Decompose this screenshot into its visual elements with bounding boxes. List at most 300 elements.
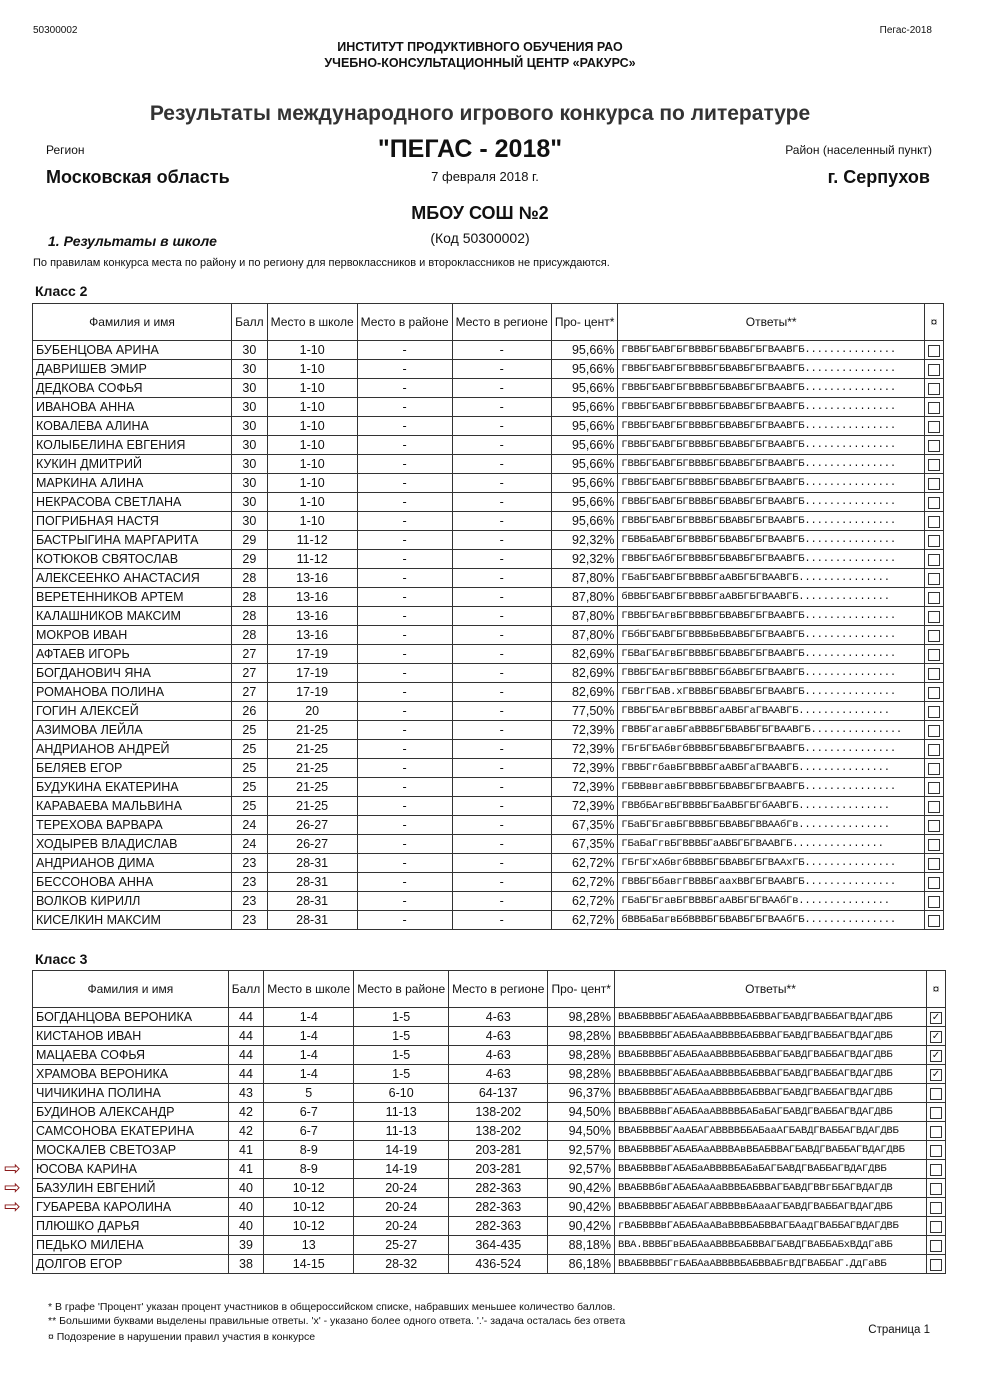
score: 27 [232, 664, 268, 683]
flag-cell [924, 607, 943, 626]
checkbox-empty-icon [928, 497, 940, 509]
region-place: - [452, 341, 551, 360]
flag-cell [924, 474, 943, 493]
checkbox-empty-icon [928, 649, 940, 661]
flag-cell [924, 721, 943, 740]
percent: 98,28% [548, 1008, 615, 1027]
table-row [33, 911, 944, 930]
student-name: БУБЕНЦОВА АРИНА [33, 341, 232, 360]
checkbox-empty-icon [928, 858, 940, 870]
table-row [33, 721, 944, 740]
flag-cell [924, 797, 943, 816]
student-name: БЕССОНОВА АННА [33, 873, 232, 892]
district-place: - [357, 588, 452, 607]
answers: ВВАБВВВБГАБАБАаАВВВВБАБВВАГБАВДГВАББАГВДАГДВБ [614, 1084, 926, 1103]
school-place: 1-10 [267, 417, 357, 436]
region-place: - [452, 626, 551, 645]
table-row [33, 626, 944, 645]
region-place: - [452, 873, 551, 892]
district-place: - [357, 360, 452, 379]
table-row [33, 702, 944, 721]
answers: ГВВБГБАВГБГВВВБГБВАВБГБГВААВГБ............... [618, 436, 925, 455]
score: 23 [232, 854, 268, 873]
checkbox-empty-icon [928, 611, 940, 623]
flag-cell [924, 892, 943, 911]
table-row [33, 759, 944, 778]
checkbox-empty-icon [928, 592, 940, 604]
district-place: - [357, 721, 452, 740]
table-row [33, 1255, 946, 1274]
table-row [33, 740, 944, 759]
student-name: ГОГИН АЛЕКСЕЙ [33, 702, 232, 721]
student-name: БУДУКИНА ЕКАТЕРИНА [33, 778, 232, 797]
percent: 82,69% [551, 664, 618, 683]
contest-name: "ПЕГАС - 2018" [377, 135, 563, 163]
school-place: 1-10 [267, 512, 357, 531]
score: 38 [228, 1255, 264, 1274]
region-place: - [452, 360, 551, 379]
score: 30 [232, 398, 268, 417]
answers: ГВВБГгбавБГВВВБГаАВБГаГВААВГБ............... [618, 759, 925, 778]
district-label: Район (населенный пункт) [785, 143, 932, 157]
student-name: ЮСОВА КАРИНА [33, 1160, 229, 1179]
checkbox-empty-icon [930, 1183, 942, 1195]
region-place: - [452, 550, 551, 569]
school-place: 28-31 [267, 873, 357, 892]
region-place: - [452, 778, 551, 797]
school-place: 6-7 [264, 1103, 354, 1122]
region-place: - [452, 816, 551, 835]
col-region-place: Место в регионе [452, 304, 551, 341]
district-place: - [357, 626, 452, 645]
table-row [33, 797, 944, 816]
school-place: 1-10 [267, 436, 357, 455]
arrow-right-icon: ⇨ [4, 1157, 21, 1180]
region-place: 282-363 [449, 1179, 548, 1198]
percent: 90,42% [548, 1198, 615, 1217]
answers: ВВАБВВВБГАаАБАГАВВВВББАБааАГБАВДГВАББАГВДАГДВБ [614, 1122, 926, 1141]
region-label: Регион [46, 143, 85, 157]
flag-cell [926, 1065, 945, 1084]
col-answers: Ответы** [614, 971, 926, 1008]
district-place: 20-24 [354, 1198, 449, 1217]
checkbox-empty-icon [928, 440, 940, 452]
flag-cell [924, 436, 943, 455]
flag-cell [926, 1122, 945, 1141]
district-place: - [357, 550, 452, 569]
school-place: 1-10 [267, 493, 357, 512]
class3-table [32, 970, 946, 1274]
district-place: 20-24 [354, 1179, 449, 1198]
score: 25 [232, 778, 268, 797]
table-row [33, 379, 944, 398]
region-place: - [452, 797, 551, 816]
score: 25 [232, 721, 268, 740]
answers: ГВВБГБАгвБГВВВБГаАВБГаГВААВГБ............... [618, 702, 925, 721]
school-place: 21-25 [267, 740, 357, 759]
district-place: - [357, 379, 452, 398]
student-name: ЧИЧИКИНА ПОЛИНА [33, 1084, 229, 1103]
class3-header-row [33, 971, 946, 1008]
region-value: Московская область [46, 167, 230, 187]
institute-line1: ИНСТИТУТ ПРОДУКТИВНОГО ОБУЧЕНИЯ РАО [337, 40, 623, 54]
table-row [33, 778, 944, 797]
student-name: ПЛЮШКО ДАРЬЯ [33, 1217, 229, 1236]
school-place: 26-27 [267, 835, 357, 854]
score: 25 [232, 797, 268, 816]
flag-cell [926, 1046, 945, 1065]
district-place: 1-5 [354, 1027, 449, 1046]
table-row [33, 588, 944, 607]
answers: ГБгБГхАбвгбВВВБГБВАВБГБГВААхГБ............... [618, 854, 925, 873]
answers: ВВАБВВВБГАБАБАГАВВВВвБАааАГБАВДГВАББАГВДАГДВБ [614, 1198, 926, 1217]
flag-cell [924, 835, 943, 854]
district-place: - [357, 341, 452, 360]
table-row [33, 816, 944, 835]
percent: 98,28% [548, 1027, 615, 1046]
table-row [33, 398, 944, 417]
region-place: - [452, 455, 551, 474]
district-place: - [357, 455, 452, 474]
table-row [33, 1046, 946, 1065]
flag-cell [924, 759, 943, 778]
district-place: - [357, 702, 452, 721]
answers: ГВВБГБбавгГВВВБГаахВВГБГВААВГБ............... [618, 873, 925, 892]
footnote-percent: * В графе 'Процент' указан процент участников в общероссийском списке, набравших меньшее количество баллов. [48, 1301, 616, 1313]
table-row [33, 683, 944, 702]
answers: ГБаБаГгвБГВВВБГаАВБГБГВААВГБ............... [618, 835, 925, 854]
school-place: 26-27 [267, 816, 357, 835]
percent: 72,39% [551, 759, 618, 778]
checkbox-empty-icon [928, 402, 940, 414]
district-place: - [357, 759, 452, 778]
col-school-place: Место в школе [267, 304, 357, 341]
checkbox-empty-icon [928, 516, 940, 528]
region-place: - [452, 531, 551, 550]
table-row [33, 1065, 946, 1084]
institute-line2: УЧЕБНО-КОНСУЛЬТАЦИОННЫЙ ЦЕНТР «РАКУРС» [324, 56, 636, 70]
col-region-place: Место в регионе [449, 971, 548, 1008]
flag-cell [924, 512, 943, 531]
school-place: 21-25 [267, 778, 357, 797]
table-row [33, 531, 944, 550]
col-score: Балл [232, 304, 268, 341]
school-place: 28-31 [267, 854, 357, 873]
district-place: 6-10 [354, 1084, 449, 1103]
col-percent: Про- цент* [548, 971, 615, 1008]
flag-cell [926, 1008, 945, 1027]
checkbox-empty-icon [928, 877, 940, 889]
class2-table [32, 303, 944, 930]
table-row [33, 1179, 946, 1198]
percent: 87,80% [551, 569, 618, 588]
flag-cell [924, 645, 943, 664]
checkbox-empty-icon [928, 839, 940, 851]
percent: 62,72% [551, 873, 618, 892]
school-place: 17-19 [267, 664, 357, 683]
table-row [33, 1141, 946, 1160]
district-place: - [357, 683, 452, 702]
school-place: 13-16 [267, 588, 357, 607]
percent: 95,66% [551, 417, 618, 436]
flag-cell [926, 1236, 945, 1255]
school-place: 1-10 [267, 379, 357, 398]
region-place: - [452, 721, 551, 740]
school-place: 1-10 [267, 455, 357, 474]
student-name: ХОДЫРЕВ ВЛАДИСЛАВ [33, 835, 232, 854]
school-place: 1-4 [264, 1046, 354, 1065]
region-place: - [452, 702, 551, 721]
table-row [33, 1198, 946, 1217]
flag-cell [926, 1103, 945, 1122]
district-place: - [357, 493, 452, 512]
checkmark-icon: ✓ [931, 1011, 941, 1023]
student-name: МАРКИНА АЛИНА [33, 474, 232, 493]
score: 24 [232, 835, 268, 854]
code-right: Пегас-2018 [879, 25, 932, 36]
student-name: БОГДАНОВИЧ ЯНА [33, 664, 232, 683]
score: 28 [232, 569, 268, 588]
percent: 95,66% [551, 474, 618, 493]
percent: 67,35% [551, 816, 618, 835]
school-place: 11-12 [267, 550, 357, 569]
percent: 62,72% [551, 911, 618, 930]
district-place: - [357, 740, 452, 759]
district-place: - [357, 873, 452, 892]
district-place: - [357, 436, 452, 455]
region-place: - [452, 588, 551, 607]
school-place: 17-19 [267, 683, 357, 702]
district-place: - [357, 797, 452, 816]
region-place: 364-435 [449, 1236, 548, 1255]
flag-cell [924, 854, 943, 873]
score: 23 [232, 911, 268, 930]
table-row [33, 645, 944, 664]
student-name: БУДИНОВ АЛЕКСАНДР [33, 1103, 229, 1122]
score: 40 [228, 1198, 264, 1217]
table-row [33, 360, 944, 379]
score: 27 [232, 645, 268, 664]
flag-cell [924, 740, 943, 759]
answers: ГВВБГБАбГБГВВВБГБВАВБГБГВААВГБ............... [618, 550, 925, 569]
percent: 90,42% [548, 1217, 615, 1236]
table-row [33, 512, 944, 531]
checkbox-empty-icon [928, 383, 940, 395]
school-place: 1-4 [264, 1008, 354, 1027]
score: 28 [232, 626, 268, 645]
table-row [33, 436, 944, 455]
checkbox-empty-icon [930, 1259, 942, 1271]
col-school-place: Место в школе [264, 971, 354, 1008]
student-name: КИСТАНОВ ИВАН [33, 1027, 229, 1046]
score: 25 [232, 759, 268, 778]
col-score: Балл [228, 971, 264, 1008]
percent: 90,42% [548, 1179, 615, 1198]
arrow-right-icon: ⇨ [4, 1176, 21, 1199]
student-name: КУКИН ДМИТРИЙ [33, 455, 232, 474]
score: 28 [232, 588, 268, 607]
student-name: БЕЛЯЕВ ЕГОР [33, 759, 232, 778]
percent: 95,66% [551, 436, 618, 455]
student-name: БАСТРЫГИНА МАРГАРИТА [33, 531, 232, 550]
checkbox-empty-icon [928, 763, 940, 775]
answers: ВВАБВВВвГАБАБаАВВВВБАБаБАГБАВДГВАББАГВДАГДВБ [614, 1160, 926, 1179]
checkbox-empty-icon [928, 801, 940, 813]
col-flag: ¤ [926, 971, 945, 1008]
region-place: 64-137 [449, 1084, 548, 1103]
score: 29 [232, 550, 268, 569]
page-number: Страница 1 [868, 1324, 930, 1336]
flag-cell [924, 911, 943, 930]
score: 25 [232, 740, 268, 759]
answers: ГВВБГБАВГБГВВВБГБВАВБГБГВААВГБ............... [618, 398, 925, 417]
score: 30 [232, 436, 268, 455]
region-place: - [452, 892, 551, 911]
answers: ГБаБГБгавБГВВВБГаАВБГБГВААбГв............... [618, 892, 925, 911]
student-name: ГУБАРЕВА КАРОЛИНА [33, 1198, 229, 1217]
footnote-answers: ** Большими буквами выделены правильные ответы. 'х' - указано более одного ответа. '.'- задача осталась без ответа [48, 1315, 626, 1327]
student-name: АНДРИАНОВ АНДРЕЙ [33, 740, 232, 759]
percent: 88,18% [548, 1236, 615, 1255]
table-row [33, 873, 944, 892]
student-name: ТЕРЕХОВА ВАРВАРА [33, 816, 232, 835]
school-place: 10-12 [264, 1198, 354, 1217]
contest-date: 7 февраля 2018 г. [431, 169, 539, 184]
school-code: (Код 50300002) [430, 230, 530, 246]
region-place: 4-63 [449, 1008, 548, 1027]
answers: ГБВаГБАгвБГВВВБГБВАВБГБГВААВГБ............... [618, 645, 925, 664]
school-place: 28-31 [267, 892, 357, 911]
checkbox-empty-icon [930, 1107, 942, 1119]
percent: 62,72% [551, 892, 618, 911]
checkbox-empty-icon [928, 345, 940, 357]
checkbox-empty-icon [930, 1202, 942, 1214]
student-name: БАЗУЛИН ЕВГЕНИЙ [33, 1179, 229, 1198]
checkbox-empty-icon [928, 915, 940, 927]
table-row [33, 1217, 946, 1236]
school-place: 11-12 [267, 531, 357, 550]
percent: 95,66% [551, 455, 618, 474]
score: 44 [228, 1046, 264, 1065]
table-row [33, 835, 944, 854]
table-row [33, 569, 944, 588]
answers: ГВВБГБАВГБГВВВБГБВАВБГБГВААВГБ............... [618, 474, 925, 493]
percent: 95,66% [551, 493, 618, 512]
region-place: 138-202 [449, 1122, 548, 1141]
district-place: 1-5 [354, 1065, 449, 1084]
col-name: Фамилия и имя [33, 304, 232, 341]
school-place: 5 [264, 1084, 354, 1103]
school-place: 28-31 [267, 911, 357, 930]
score: 40 [228, 1179, 264, 1198]
checkbox-empty-icon [928, 725, 940, 737]
score: 41 [228, 1141, 264, 1160]
checkbox-empty-icon [930, 1164, 942, 1176]
flag-cell [924, 455, 943, 474]
flag-cell [926, 1198, 945, 1217]
checkbox-empty-icon [928, 896, 940, 908]
flag-cell [924, 569, 943, 588]
page-title: Результаты международного игрового конкурса по литературе [149, 102, 811, 125]
school-place: 1-10 [267, 398, 357, 417]
student-name: КИСЕЛКИН МАКСИМ [33, 911, 232, 930]
score: 23 [232, 873, 268, 892]
district-place: - [357, 778, 452, 797]
district-place: - [357, 569, 452, 588]
region-place: - [452, 379, 551, 398]
answers: ВВАБВВВБГАБАБАаАВВВВБАБВВАГБАВДГВАББАГВДАГДВБ [614, 1008, 926, 1027]
district-place: 20-24 [354, 1217, 449, 1236]
table-row [33, 417, 944, 436]
flag-cell [924, 341, 943, 360]
percent: 87,80% [551, 588, 618, 607]
percent: 72,39% [551, 797, 618, 816]
answers: ГВВБГБАВГБГВВВБГБВАВБГБГВААВГБ............... [618, 360, 925, 379]
flag-cell [924, 493, 943, 512]
answers: ВВАБВВВБГАБАБАаАВВВВБАБВВАГБАВДГВАББАГВДАГДВБ [614, 1065, 926, 1084]
percent: 98,28% [548, 1046, 615, 1065]
table-row [33, 854, 944, 873]
district-place: 14-19 [354, 1160, 449, 1179]
region-place: - [452, 417, 551, 436]
district-place: - [357, 664, 452, 683]
answers: ГВВБГБАВГБГВВВБГБВАВБГБГВААВГБ............... [618, 379, 925, 398]
answers: ВВАБВВВвГАБАБАаАВВВВБАБаБАГБАВДГВАББАГВДАГДВБ [614, 1103, 926, 1122]
district-place: 28-32 [354, 1255, 449, 1274]
student-name: МОСКАЛЕВ СВЕТОЗАР [33, 1141, 229, 1160]
table-row [33, 1008, 946, 1027]
table-row [33, 664, 944, 683]
score: 44 [228, 1008, 264, 1027]
flag-cell [924, 550, 943, 569]
student-name: РОМАНОВА ПОЛИНА [33, 683, 232, 702]
student-name: КАЛАШНИКОВ МАКСИМ [33, 607, 232, 626]
district-place: - [357, 645, 452, 664]
student-name: КОТЮКОВ СВЯТОСЛАВ [33, 550, 232, 569]
answers: ГБВБаБАВГБГВВВБГБВАВБГБГВААВГБ............... [618, 531, 925, 550]
student-name: МАЦАЕВА СОФЬЯ [33, 1046, 229, 1065]
flag-cell [924, 626, 943, 645]
flag-cell [924, 379, 943, 398]
checkbox-empty-icon [928, 820, 940, 832]
checkbox-empty-icon [928, 421, 940, 433]
answers: ВВАБВВВБГАБАБАаАВВВАвВБАБВВАГБАВДГВАББАГВДАГДВБ [614, 1141, 926, 1160]
school-place: 21-25 [267, 797, 357, 816]
score: 24 [232, 816, 268, 835]
district-place: - [357, 854, 452, 873]
district-place: 11-13 [354, 1122, 449, 1141]
col-flag: ¤ [924, 304, 943, 341]
table-row [33, 1103, 946, 1122]
percent: 92,57% [548, 1141, 615, 1160]
checkbox-empty-icon [928, 706, 940, 718]
checkbox-empty-icon [928, 782, 940, 794]
percent: 72,39% [551, 740, 618, 759]
region-place: 203-281 [449, 1141, 548, 1160]
flag-cell [924, 360, 943, 379]
answers: ГВВБГБАгвБГВВВБГБВАВБГБГВААВГБ............... [618, 607, 925, 626]
score: 30 [232, 455, 268, 474]
percent: 72,39% [551, 721, 618, 740]
percent: 95,66% [551, 341, 618, 360]
table-row [33, 341, 944, 360]
score: 42 [228, 1122, 264, 1141]
region-place: - [452, 854, 551, 873]
flag-cell [924, 664, 943, 683]
flag-cell [924, 417, 943, 436]
checkmark-icon: ✓ [931, 1068, 941, 1080]
answers: ВВАБВВВБГАБАБАаАВВВВБАБВВАГБАВДГВАББАГВДАГДВБ [614, 1027, 926, 1046]
